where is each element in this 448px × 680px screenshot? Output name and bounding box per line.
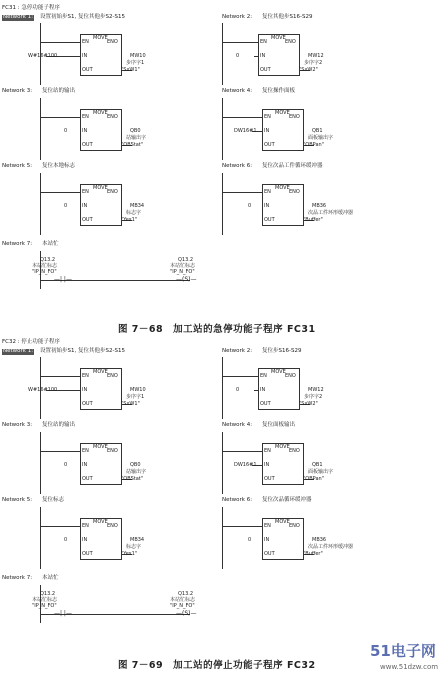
en-wire <box>40 526 80 527</box>
out-address: QB1 <box>312 462 323 468</box>
en-wire <box>40 192 80 193</box>
move-title: MOVE <box>275 185 290 191</box>
coil-quote: "IP_N_FO" <box>170 269 195 275</box>
contact-symbol-name: 本站忙标志 <box>32 263 58 269</box>
out-address: MB36 <box>312 203 327 209</box>
out-symbol: 步序字1 <box>126 394 145 400</box>
move-title: MOVE <box>271 35 286 41</box>
out-quote: "SxW1" <box>121 401 140 407</box>
network-7-title: Network 7: <box>2 241 33 247</box>
network-3-comment: 复位站的输出 <box>42 422 76 428</box>
network-2-title: Network 2: <box>222 348 253 354</box>
network-4-title: Network 4: <box>222 88 253 94</box>
in-label: IN <box>82 128 88 134</box>
in-label: IN <box>82 203 88 209</box>
out-quote: "Yex1" <box>121 217 138 223</box>
eno-label: ENO <box>289 448 300 454</box>
block-header: FC32 : 停止功能子程序 <box>2 339 60 345</box>
out-address: MB36 <box>312 537 327 543</box>
in-value: 0 <box>248 537 252 543</box>
set-coil: —(S)— <box>176 276 197 283</box>
network-1-title: Network 1: <box>3 348 34 354</box>
coil-quote: "IP_N_FO" <box>170 603 195 609</box>
in-value: 0 <box>64 203 68 209</box>
coil-symbol-name: 本站忙标志 <box>170 263 196 269</box>
en-label: EN <box>264 448 271 454</box>
move-title: MOVE <box>93 369 108 375</box>
ladder-rail <box>222 173 223 235</box>
en-label: EN <box>264 523 271 529</box>
out-address: MW12 <box>308 387 324 393</box>
contact-address: Q13.2 <box>40 591 56 597</box>
move-title: MOVE <box>275 110 290 116</box>
figure-caption: 图 7－69 加工站的停止功能子程序 FC32 <box>118 660 316 671</box>
in-value: DW16#1 <box>234 128 257 134</box>
network-3-title: Network 3: <box>2 422 33 428</box>
out-address: MW12 <box>308 53 324 59</box>
out-symbol: 次品工件环形缓冲器 <box>308 544 354 550</box>
in-value: 0 <box>236 387 240 393</box>
normally-open-contact: —| |— <box>54 610 72 617</box>
out-label: OUT <box>82 217 93 223</box>
network-5-title: Network 5: <box>2 163 33 169</box>
site-logo: 51电子网 <box>370 642 436 660</box>
out-symbol: 标志字 <box>126 544 142 550</box>
network-4-comment: 复位操作面板 <box>262 88 296 94</box>
network-7-comment: 本站忙 <box>42 241 59 247</box>
move-title: MOVE <box>275 519 290 525</box>
in-value: W#16#100 <box>28 387 58 393</box>
network-5-comment: 复位标志 <box>42 497 65 503</box>
ladder-rail <box>40 173 41 235</box>
out-label: OUT <box>82 551 93 557</box>
contact-quote: "IP_N_FO" <box>32 269 57 275</box>
in-label: IN <box>82 537 88 543</box>
out-symbol: 步序字1 <box>126 60 145 66</box>
in-value: 0 <box>64 537 68 543</box>
eno-label: ENO <box>107 448 118 454</box>
out-symbol: 面板输出字 <box>308 135 334 141</box>
in-label: IN <box>260 387 266 393</box>
out-quote: "OBPan" <box>303 142 324 148</box>
en-wire <box>222 526 262 527</box>
en-label: EN <box>82 373 89 379</box>
move-title: MOVE <box>93 185 108 191</box>
in-value: 0 <box>236 53 240 59</box>
out-symbol: 步序字2 <box>304 394 323 400</box>
out-quote: "OBPan" <box>303 476 324 482</box>
out-label: OUT <box>264 217 275 223</box>
out-label: OUT <box>82 67 93 73</box>
out-address: MB34 <box>130 537 145 543</box>
en-label: EN <box>264 189 271 195</box>
eno-label: ENO <box>107 373 118 379</box>
network-3-comment: 复位站的输出 <box>42 88 76 94</box>
ladder-rail <box>222 98 223 160</box>
eno-label: ENO <box>285 373 296 379</box>
out-quote: "SxW2" <box>299 67 318 73</box>
contact-address: Q13.2 <box>40 257 56 263</box>
network-2-title: Network 2: <box>222 14 253 20</box>
coil-address: Q13.2 <box>178 257 194 263</box>
figure-caption: 图 7－68 加工站的急停功能子程序 FC31 <box>118 324 316 335</box>
en-label: EN <box>264 114 271 120</box>
en-label: EN <box>82 523 89 529</box>
en-label: EN <box>82 39 89 45</box>
in-value: 0 <box>64 128 68 134</box>
in-label: IN <box>82 462 88 468</box>
en-wire <box>40 117 80 118</box>
in-value: DW16#1 <box>234 462 257 468</box>
normally-open-contact: —| |— <box>54 276 72 283</box>
en-label: EN <box>260 373 267 379</box>
en-label: EN <box>82 448 89 454</box>
en-wire <box>222 192 262 193</box>
network-6-comment: 复位次品循环缓冲器 <box>262 497 312 503</box>
move-title: MOVE <box>93 444 108 450</box>
site-url: www.51dzw.com <box>380 663 439 671</box>
move-title: MOVE <box>93 35 108 41</box>
in-label: IN <box>264 203 270 209</box>
out-quote: "Buffer" <box>303 551 323 557</box>
out-quote: "OBStat" <box>121 476 144 482</box>
out-quote: "Yex1" <box>121 551 138 557</box>
eno-label: ENO <box>107 39 118 45</box>
network-6-comment: 复位次品工件循环缓冲器 <box>262 163 323 169</box>
out-symbol: 步序字2 <box>304 60 323 66</box>
out-label: OUT <box>260 401 271 407</box>
in-label: IN <box>260 53 266 59</box>
out-label: OUT <box>82 142 93 148</box>
out-label: OUT <box>264 142 275 148</box>
out-address: MB34 <box>130 203 145 209</box>
ladder-rail <box>40 98 41 160</box>
out-label: OUT <box>82 401 93 407</box>
ladder-rail <box>222 357 223 419</box>
network-4-comment: 复位面板输出 <box>262 422 296 428</box>
in-label: IN <box>82 387 88 393</box>
network-6-title: Network 6: <box>222 497 253 503</box>
network-7-comment: 本站忙 <box>42 575 59 581</box>
network-2-comment: 复位其他步S16-S29 <box>262 14 313 20</box>
out-quote: "OBStat" <box>121 142 144 148</box>
ladder-rail <box>222 432 223 494</box>
out-symbol: 次品工件环形缓冲器 <box>308 210 354 216</box>
move-title: MOVE <box>93 110 108 116</box>
ladder-rail <box>222 23 223 85</box>
coil-address: Q13.2 <box>178 591 194 597</box>
en-wire <box>40 42 80 43</box>
out-address: MW10 <box>130 387 146 393</box>
eno-label: ENO <box>285 39 296 45</box>
out-label: OUT <box>264 476 275 482</box>
move-title: MOVE <box>271 369 286 375</box>
eno-label: ENO <box>289 189 300 195</box>
out-symbol: 标志字 <box>126 210 142 216</box>
network-1-comment: 设置初始步S1, 复位其他步S2-S15 <box>40 14 125 20</box>
contact-symbol-name: 本站忙标志 <box>32 597 58 603</box>
out-quote: "SxW2" <box>299 401 318 407</box>
block-header: FC31 : 急停功能子程序 <box>2 5 60 11</box>
out-quote: "SxW1" <box>121 67 140 73</box>
network-5-comment: 复位本地标志 <box>42 163 76 169</box>
ladder-rail <box>40 507 41 569</box>
in-label: IN <box>264 462 270 468</box>
network-5-title: Network 5: <box>2 497 33 503</box>
en-wire <box>222 42 258 43</box>
en-wire <box>40 451 80 452</box>
in-label: IN <box>264 128 270 134</box>
out-symbol: 面板输出字 <box>308 469 334 475</box>
contact-quote: "IP_N_FO" <box>32 603 57 609</box>
out-symbol: 站输出字 <box>126 135 147 141</box>
network-4-title: Network 4: <box>222 422 253 428</box>
coil-symbol-name: 本站忙标志 <box>170 597 196 603</box>
in-value: W#16#100 <box>28 53 58 59</box>
move-title: MOVE <box>93 519 108 525</box>
en-label: EN <box>82 189 89 195</box>
in-label: IN <box>264 537 270 543</box>
ladder-rail <box>40 432 41 494</box>
network-7-title: Network 7: <box>2 575 33 581</box>
eno-label: ENO <box>289 114 300 120</box>
eno-label: ENO <box>107 523 118 529</box>
eno-label: ENO <box>107 189 118 195</box>
en-wire <box>222 451 262 452</box>
out-address: QB1 <box>312 128 323 134</box>
en-wire <box>222 376 258 377</box>
out-label: OUT <box>260 67 271 73</box>
in-label: IN <box>82 53 88 59</box>
out-label: OUT <box>82 476 93 482</box>
network-6-title: Network 6: <box>222 163 253 169</box>
en-label: EN <box>260 39 267 45</box>
out-address: QB0 <box>130 462 141 468</box>
out-label: OUT <box>264 551 275 557</box>
en-wire <box>40 376 80 377</box>
eno-label: ENO <box>289 523 300 529</box>
network-1-title: Network 1: <box>3 14 34 20</box>
out-quote: "Buffer" <box>303 217 323 223</box>
network-1-comment: 设置初始步S1, 复位其他步S2-S15 <box>40 348 125 354</box>
in-value: 0 <box>248 203 252 209</box>
network-2-comment: 复位步S16-S29 <box>262 348 302 354</box>
out-address: QB0 <box>130 128 141 134</box>
set-coil: —(S)— <box>176 610 197 617</box>
out-address: MW10 <box>130 53 146 59</box>
move-title: MOVE <box>275 444 290 450</box>
ladder-rail <box>222 507 223 569</box>
in-value: 0 <box>64 462 68 468</box>
en-label: EN <box>82 114 89 120</box>
out-symbol: 站输出字 <box>126 469 147 475</box>
eno-label: ENO <box>107 114 118 120</box>
en-wire <box>222 117 262 118</box>
network-3-title: Network 3: <box>2 88 33 94</box>
